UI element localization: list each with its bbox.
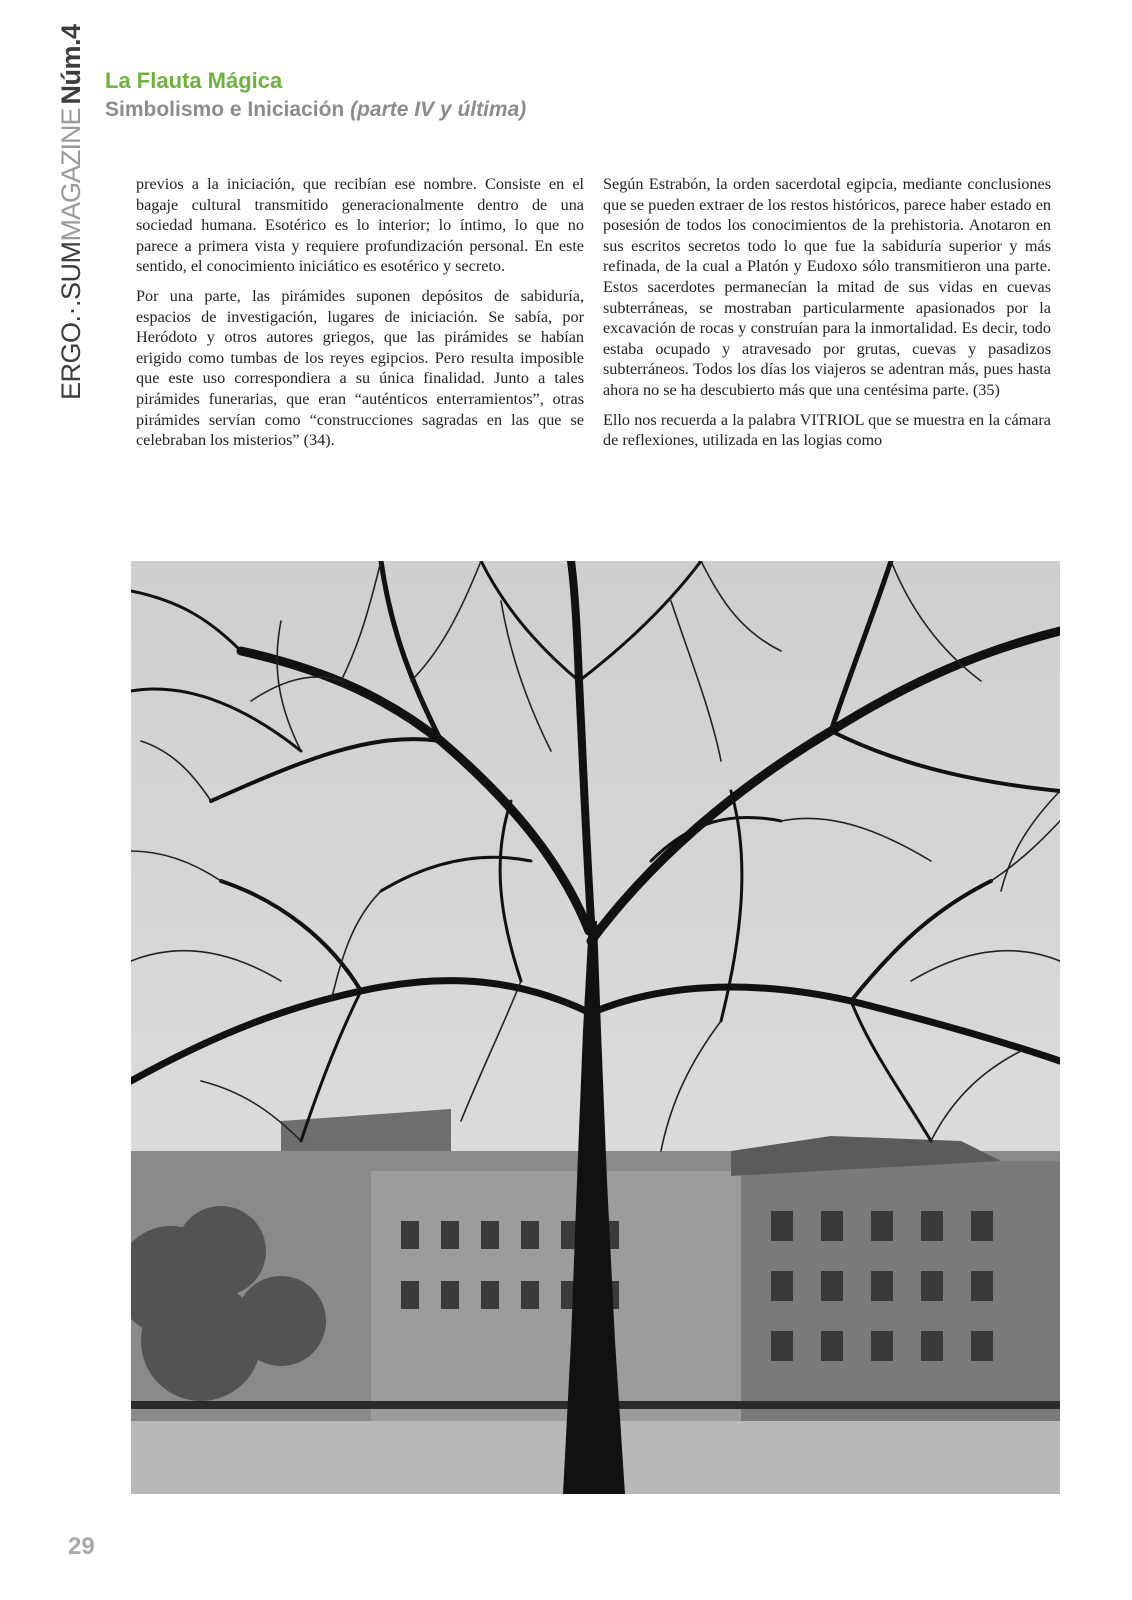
issue-number: Núm.4	[56, 24, 86, 105]
article-title: La Flauta Mágica	[105, 68, 283, 93]
article-photo	[131, 561, 1060, 1494]
text-column-left	[136, 174, 584, 460]
text-column-right	[603, 174, 1051, 460]
paragraph: previos a la iniciación, que recibían ese nombre. Consiste en el bagaje cultural transmitido generacionalmente dentro de una sociedad humana. Esotérico es lo interior; lo íntimo, lo que no parece a primera vista y requiere profundización personal. En este sentido, el conocimiento iniciático es esotérico y secreto.	[136, 175, 584, 276]
article-subtitle	[105, 98, 526, 122]
subtitle-main: Simbolismo e Iniciación	[105, 98, 345, 121]
paragraph: Ello nos recuerda a la palabra VITRIOL que se muestra en la cámara de reflexiones, utilizada en las logias como	[603, 410, 1051, 450]
page-number: 29	[68, 1533, 95, 1560]
brand-name: ERGO.·.SUM	[56, 241, 86, 400]
paragraph: Según Estrabón, la orden sacerdotal egipcia, mediante conclusiones que se pueden extraer de los restos históricos, parece haber estado en posesión de todos los conocimientos de la prehistoria. Anotaron en sus escritos secretos todo lo que fue la sabiduría superior y más refinada, de la cual a Platón y Eudoxo sólo transmitieron una parte. Estos sacerdotes permanecían la mitad de sus vidas en cuevas subterráneas, se mostraban particularmente apasionados por la excavación de rocas y construían para la inmortalidad. Es decir, todo estaba ocupado y atravesado por grutas, cuevas y pasadizos subterráneos. Todos los días los viajeros se adentran más, pues hasta ahora no se ha descubierto más que una centésima parte. (35)	[603, 175, 1051, 399]
paragraph: Por una parte, las pirámides suponen depósitos de sabiduría, espacios de investigación, lugares de iniciación. Se sabía, por Heródoto y otros autores griegos, que las pirámides se habían erigido como tumbas de los reyes egipcios. Pero resulta imposible que este uso correspondiera a su única finalidad. Junto a tales pirámides funerarias, que eran “auténticos enterramientos”, otras pirámides servían como “construcciones sagradas en las que se celebraban los misterios” (34).	[136, 286, 584, 450]
brand-magazine: MAGAZINE	[56, 108, 86, 242]
magazine-brand-vertical	[56, 24, 87, 400]
subtitle-part: (parte IV y última)	[350, 98, 527, 121]
photo-bare-tree-buildings-icon	[131, 561, 1060, 1494]
